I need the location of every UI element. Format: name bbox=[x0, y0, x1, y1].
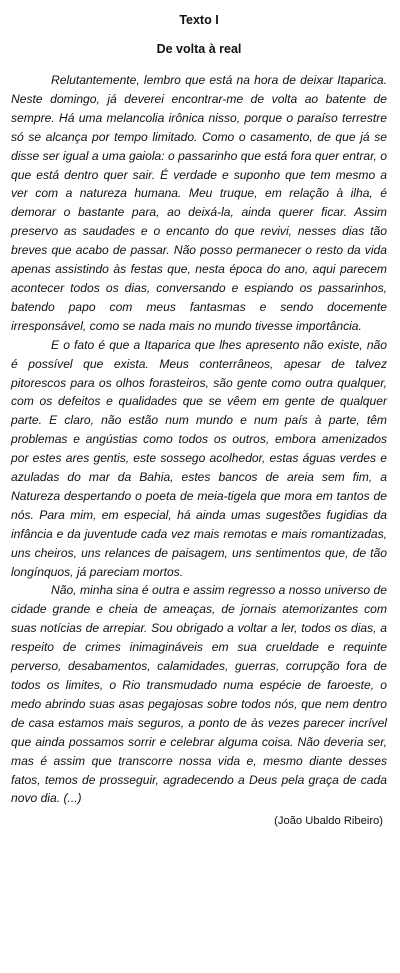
author-credit: (João Ubaldo Ribeiro) bbox=[274, 815, 383, 828]
paragraph-3: Não, minha sina é outra e assim regresso a nosso universo de cidade grande e cheia de ameaças, de jornais atemorizantes com suas notícias de arrepiar. Sou obrigado a voltar a ler, todos os dias, a respeito de crimes inimagináveis em sua crueldade e requinte perverso, desabamentos, calamidades, guerras, corrupção fora de todos os limites, o Rio transmudado numa espécie de faroeste, o medo abrindo suas asas pegajosas sobre todos nós, que nem dentro de casa estamos mais seguros, a ponto de às vezes parecer incrível que ainda possamos sorrir e celebrar alguma coisa. Não deveria ser, mas é assim que transcorre nossa vida e, mesmo diante desses fatos, temos de prosseguir, agradecendo a Deus pela graça de cada novo dia. (...) bbox=[11, 583, 387, 806]
text-label: Texto I bbox=[179, 13, 219, 27]
paragraph-1: Relutantemente, lembro que está na hora de deixar Itaparica. Neste domingo, já deverei encontrar-me de volta ao batente de sempre. Há uma melancolia irônica nisso, porque o paraíso terrestre só se alcança por tempo limitado. Como o casamento, de que já se disse ser igual a uma gaiola: o passarinho que está fora quer entrar, o que está dentro quer sair. É verdade e suponho que tem mesmo a ver com a natureza humana. Meu truque, em relação à ilha, é demorar o bastante para, ao deixá-la, ainda querer ficar. Assim preservo as saudades e o encanto do que revivi, nesses dias tão breves que acabo de passar. Não posso permanecer o resto da vida apenas assistindo às festas que, nesta época do ano, aqui parecem acontecer todos os dias, conversando e espiando os passarinhos, batendo papo com meus fantasmas e sendo docemente irresponsável, como se nada mais no mundo tivesse importância. bbox=[11, 73, 387, 333]
text-body bbox=[11, 71, 387, 808]
paragraph-2: E o fato é que a Itaparica que lhes apresento não existe, não é possível que exista. Meus conterrâneos, apesar de talvez pitorescos para os olhos forasteiros, são gente como outra qualquer, com os defeitos e qualidades que se vêem em gente de qualquer parte. E claro, não estão num mundo e num país à parte, têm problemas e angústias como todos os outros, embora amenizados por estes ares gentis, este sossego acolhedor, estas águas verdes e azuladas do mar da Bahia, estes bancos de areia sem fim, a Natureza despertando o poeta de meia-tigela que mora em tantos de nós. Para mim, em especial, há ainda umas sugestões fugidias da infância e da juventude cada vez mais remotas e mais romantizadas, uns cheiros, uns relances de paisagem, uns sentimentos que, de tão longínquos, já pareciam mortos. bbox=[11, 337, 387, 579]
text-title: De volta à real bbox=[156, 42, 242, 56]
